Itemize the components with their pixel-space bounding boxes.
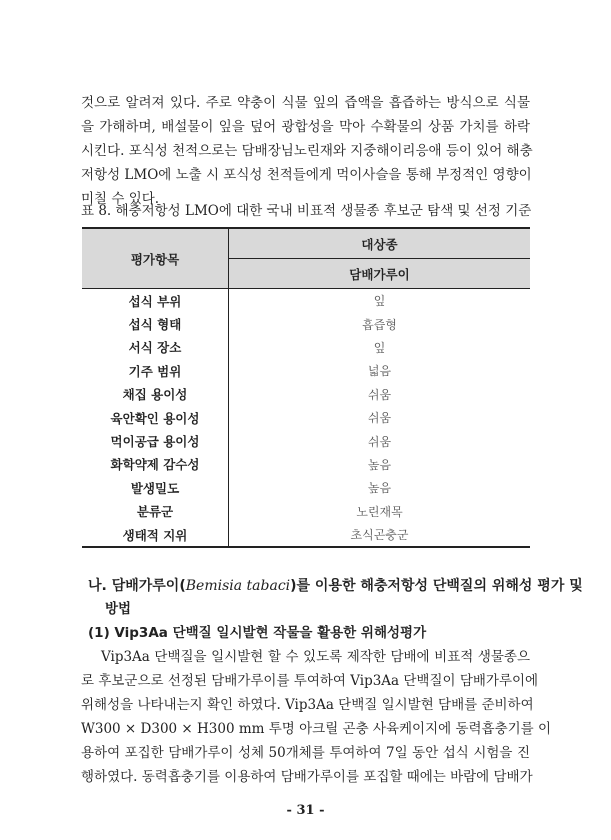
criterion-value: 잎	[373, 340, 386, 355]
criterion-value: 쉬움	[367, 387, 392, 402]
criterion-value: 쉬움	[367, 434, 392, 449]
criterion-label: 서식 장소	[82, 336, 229, 359]
table-row	[82, 289, 530, 313]
text-line: 것으로 알려져 있다. 주로 약충이 식물 잎의 즙액을 흡즙하는 방식으로 식물	[81, 95, 530, 111]
table-row	[82, 406, 530, 429]
page-number: - 31 -	[286, 803, 325, 818]
text-line: 을 가해하며, 배설물이 잎을 덮어 광합성을 막아 수확물의 상품 가치를 하락	[81, 119, 530, 135]
criterion-label: 채집 용이성	[82, 383, 229, 406]
text-line: 행하였다. 동력흡충기를 이용하여 담배가루이를 포집할 때에는 바람에 담배가	[81, 769, 533, 785]
section-heading: 나. 담배가루이(Bemisia tabaci)를 이용한 해충저항성 단백질의 위해성 평가 및	[88, 578, 583, 594]
criterion-value: 넓음	[367, 364, 392, 379]
criteria-table	[82, 227, 530, 548]
criterion-label: 육안확인 용이성	[82, 406, 229, 429]
table-row	[82, 429, 530, 452]
text-line: 저항성 LMO에 노출 시 포식성 천적들에게 먹이사슬을 통해 부정적인 영향이	[81, 167, 532, 183]
subheading: (1) Vip3Aa 단백질 일시발현 작물을 활용한 위해성평가	[88, 625, 427, 641]
table-row	[82, 359, 530, 382]
table-caption: 표 8. 해충저항성 LMO에 대한 국내 비표적 생물종 후보군 탐색 및 선정 기준	[81, 203, 532, 219]
criterion-value: 높음	[367, 481, 392, 496]
table-row	[82, 500, 530, 523]
text-line: 시킨다. 포식성 천적으로는 담배장님노린재와 지중해이리응애 등이 있어 해충	[81, 143, 533, 159]
criterion-label: 먹이공급 용이성	[82, 429, 229, 452]
criterion-value: 초식곤충군	[229, 523, 531, 547]
criterion-value: 흡즙형	[362, 317, 397, 332]
text-line: 용하여 포집한 담배가루이 성체 50개체를 투여하여 7일 동안 섭식 시험을 진	[81, 745, 530, 761]
text-line: 로 후보군으로 선정된 담배가루이를 투여하여 Vip3Aa 단백질이 담배가루이에	[81, 673, 539, 689]
species-latin-name: Bemisia tabaci	[185, 578, 291, 594]
table-row	[82, 476, 530, 499]
table-row	[82, 453, 530, 476]
section-heading-line2: 방법	[105, 601, 132, 617]
table-row	[82, 383, 530, 406]
criterion-label: 섭식 형태	[82, 312, 229, 335]
criterion-value: 높음	[367, 457, 392, 472]
criterion-label: 섭식 부위	[82, 289, 229, 313]
text-line: 위해성을 나타내는지 확인 하였다. Vip3Aa 단백질 일시발현 담배를 준비하여	[81, 697, 534, 713]
criterion-label: 분류군	[82, 500, 229, 523]
text-line: W300 × D300 × H300 mm 투명 아크릴 곤충 사육케이지에 동력흡충기를 이	[81, 721, 552, 737]
header-species: 담배가루이	[229, 259, 531, 289]
table-row	[82, 523, 530, 547]
header-group: 대상종	[229, 228, 531, 259]
criterion-label: 발생밀도	[82, 476, 229, 499]
criterion-value: 노린재목	[356, 504, 403, 519]
text-line: 미칠 수 있다.	[81, 191, 160, 207]
header-item: 평가항목	[82, 228, 229, 289]
criterion-value: 잎	[373, 294, 386, 309]
criterion-value: 쉬움	[367, 411, 392, 426]
table-row	[82, 336, 530, 359]
criterion-label: 생태적 지위	[82, 523, 229, 547]
criterion-label: 화학약제 감수성	[82, 453, 229, 476]
criterion-label: 기주 범위	[82, 359, 229, 382]
table-row	[82, 312, 530, 335]
text-line: Vip3Aa 단백질을 일시발현 할 수 있도록 제작한 담배에 비표적 생물종으	[101, 649, 530, 665]
